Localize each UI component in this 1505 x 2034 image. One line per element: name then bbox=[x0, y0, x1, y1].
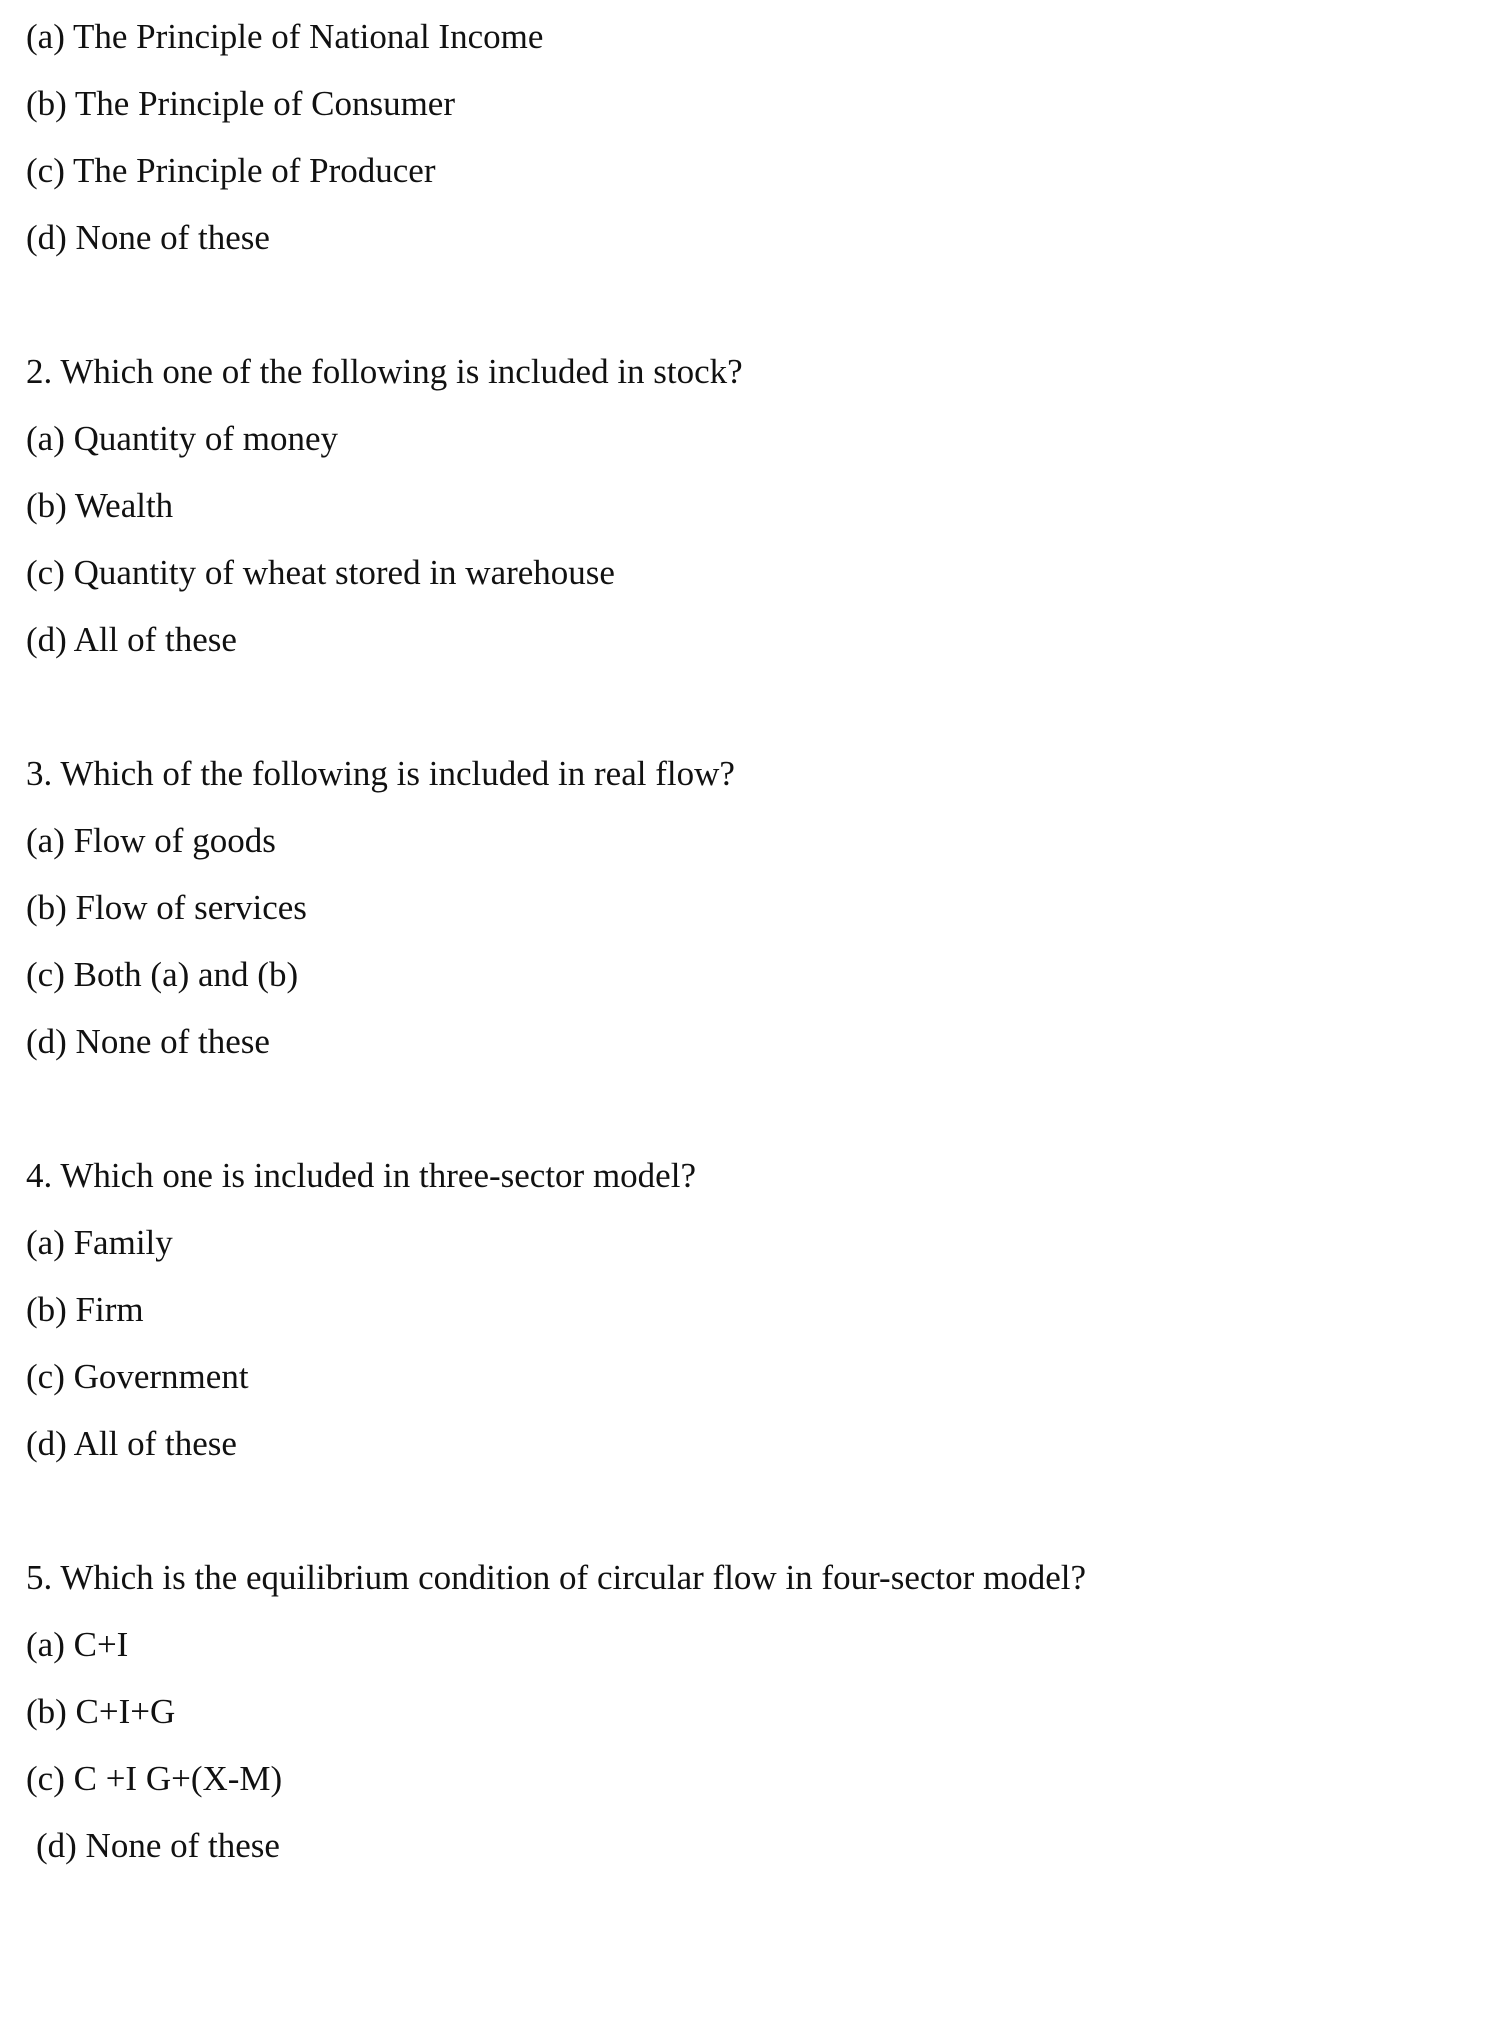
option-b: (b) Firm bbox=[26, 1290, 144, 1329]
question-text: 4. Which one is included in three-sector model? bbox=[26, 1156, 696, 1195]
option-a: (a) Family bbox=[26, 1223, 173, 1262]
spacer bbox=[26, 1488, 1505, 1555]
option-b: (b) C+I+G bbox=[26, 1692, 176, 1731]
question-block-3 bbox=[26, 751, 1505, 1086]
option-d: (d) None of these bbox=[26, 1022, 270, 1061]
option-d: (d) All of these bbox=[26, 620, 237, 659]
option-a: (a) Flow of goods bbox=[26, 821, 276, 860]
question-block-4 bbox=[26, 1153, 1505, 1488]
document-page bbox=[26, 14, 1505, 1890]
question-text: 3. Which of the following is included in real flow? bbox=[26, 754, 735, 793]
question-block-5 bbox=[26, 1555, 1505, 1890]
spacer bbox=[26, 684, 1505, 751]
option-c: (c) Both (a) and (b) bbox=[26, 955, 299, 994]
option-c: (c) Government bbox=[26, 1357, 249, 1396]
question-text: 2. Which one of the following is included in stock? bbox=[26, 352, 743, 391]
option-a: (a) The Principle of National Income bbox=[26, 17, 544, 56]
spacer bbox=[26, 282, 1505, 349]
option-b: (b) Wealth bbox=[26, 486, 174, 525]
option-b: (b) The Principle of Consumer bbox=[26, 84, 455, 123]
option-d: (d) All of these bbox=[26, 1424, 237, 1463]
option-d: (d) None of these bbox=[36, 1826, 280, 1865]
question-text: 5. Which is the equilibrium condition of circular flow in four-sector model? bbox=[26, 1558, 1087, 1597]
option-a: (a) Quantity of money bbox=[26, 419, 338, 458]
question-block-2 bbox=[26, 349, 1505, 684]
option-a: (a) C+I bbox=[26, 1625, 129, 1664]
option-d: (d) None of these bbox=[26, 218, 270, 257]
option-c: (c) Quantity of wheat stored in warehouse bbox=[26, 553, 615, 592]
option-c: (c) The Principle of Producer bbox=[26, 151, 436, 190]
option-c: (c) C +I G+(X-M) bbox=[26, 1759, 283, 1798]
spacer bbox=[26, 1086, 1505, 1153]
option-b: (b) Flow of services bbox=[26, 888, 307, 927]
question-block-1 bbox=[26, 14, 1505, 282]
